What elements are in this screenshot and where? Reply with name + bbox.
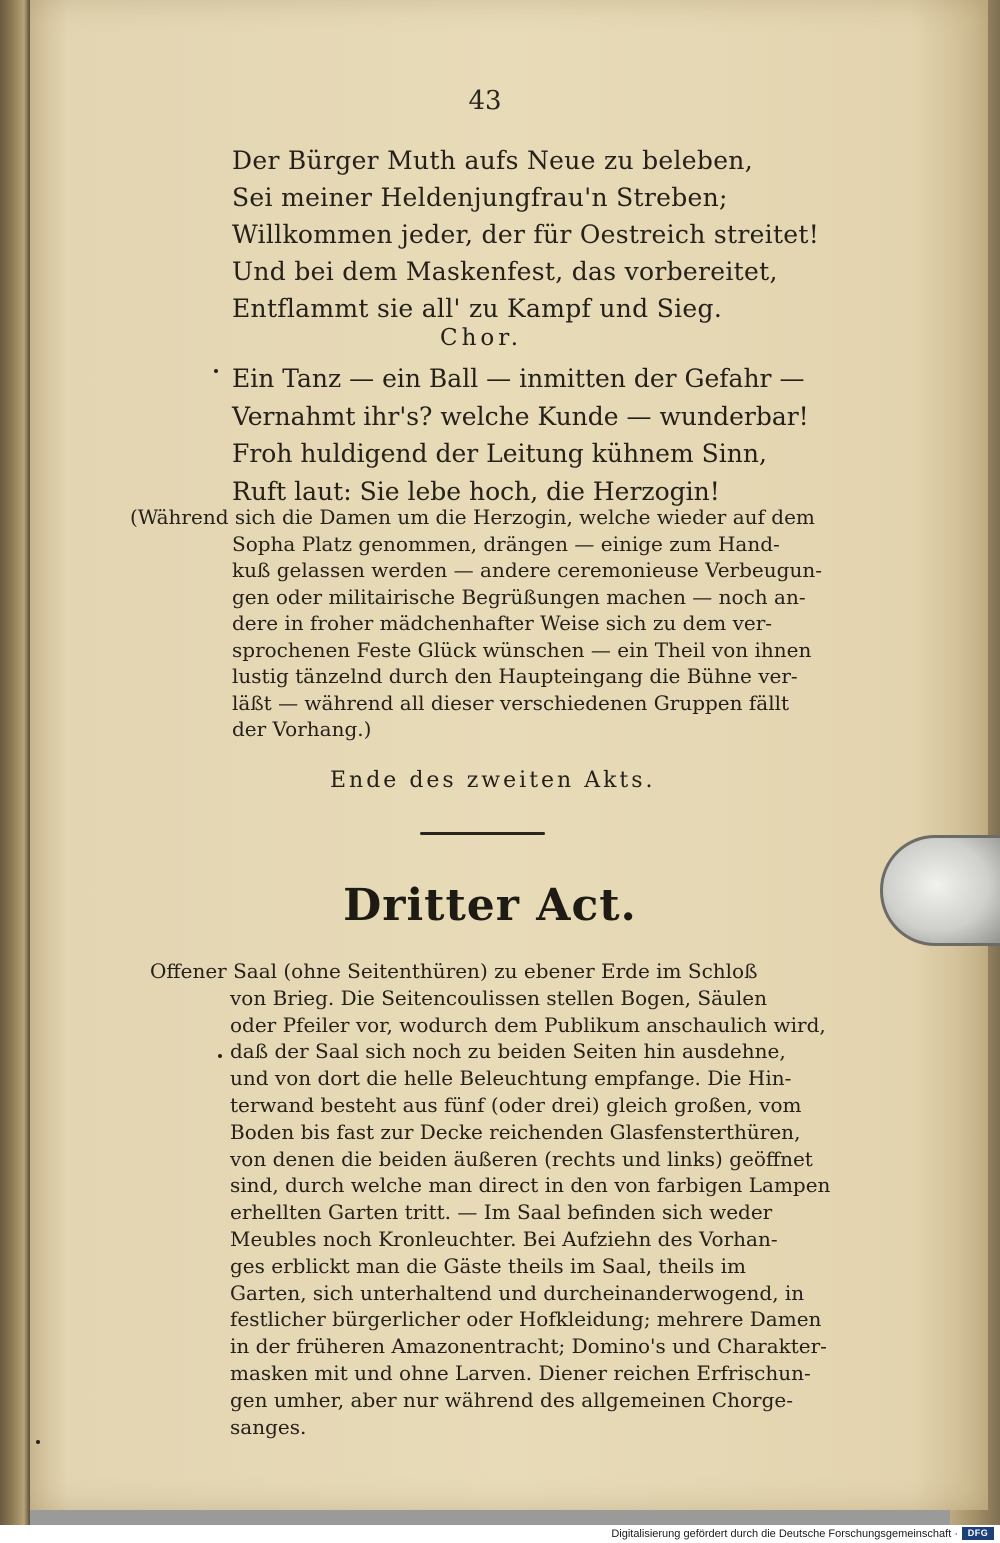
stage-line: daß der Saal sich noch zu beiden Seiten hin ausdehne, (230, 1039, 786, 1064)
verse-line: Entflammt sie all' zu Kampf und Sieg. (232, 294, 723, 323)
stage-line: masken mit und ohne Larven. Diener reichen Erfrischun- (230, 1360, 811, 1385)
margin-mark (36, 1440, 40, 1444)
page-number: 43 (468, 86, 502, 116)
act-title: Dritter Act. (343, 880, 637, 931)
stage-line: Sopha Platz genommen, drängen — einige zum Hand- (232, 531, 780, 556)
margin-mark (214, 369, 218, 373)
verse-line: Ruft laut: Sie lebe hoch, die Herzogin! (232, 476, 720, 506)
stage-line: lustig tänzelnd durch den Haupteingang die Bühne ver- (232, 664, 798, 688)
stage-line: Garten, sich unterhaltend und durcheinanderwogend, in (230, 1280, 805, 1305)
verse-line: Ein Tanz — ein Ball — inmitten der Gefahr — (232, 364, 805, 393)
footer-credit: Digitalisierung gefördert durch die Deutsche Forschungsgemeinschaft · (611, 1528, 958, 1540)
stage-line: sanges. (230, 1414, 307, 1439)
page-clip (880, 835, 1000, 946)
stage-line: und von dort die helle Beleuchtung empfange. Die Hin- (230, 1066, 792, 1091)
chorus-heading: Chor. (440, 325, 523, 351)
stage-line: (Während sich die Damen um die Herzogin, welche wieder auf dem (130, 505, 815, 529)
verse-line: Der Bürger Muth aufs Neue zu beleben, (232, 146, 753, 175)
stage-line: in der früheren Amazonentracht; Domino's und Charakter- (230, 1334, 827, 1359)
stage-line: von Brieg. Die Seitencoulissen stellen Bogen, Säulen (230, 985, 768, 1010)
stage-line: gen umher, aber nur während des allgemeinen Chorge- (230, 1387, 793, 1412)
section-divider (420, 832, 545, 835)
stage-line: von denen die beiden äußeren (rechts und links) geöffnet (230, 1146, 813, 1171)
verse-line: Froh huldigend der Leitung kühnem Sinn, (232, 439, 767, 468)
act-end-line: Ende des zweiten Akts. (330, 768, 656, 793)
verse-line: Vernahmt ihr's? welche Kunde — wunderbar! (232, 401, 809, 431)
verse-block-b (232, 360, 809, 510)
stage-line: Meubles noch Kronleuchter. Bei Aufziehn des Vorhan- (230, 1226, 778, 1251)
verse-line: Und bei dem Maskenfest, das vorbereitet, (232, 257, 778, 286)
stage-direction-2 (150, 958, 830, 1440)
dfg-logo[interactable]: DFG (962, 1527, 994, 1540)
stage-line: erhellten Garten tritt. — Im Saal befinden sich weder (230, 1200, 773, 1225)
stage-direction-1 (130, 504, 830, 743)
stage-line: der Vorhang.) (232, 717, 372, 741)
stage-line: Offener Saal (ohne Seitenthüren) zu ebener Erde im Schloß (150, 959, 758, 983)
book-binding-edge (0, 0, 30, 1525)
verse-block-a (232, 142, 819, 327)
stage-line: terwand besteht aus fünf (oder drei) gleich großen, vom (230, 1092, 802, 1117)
stage-line: oder Pfeiler vor, wodurch dem Publikum anschaulich wird, (230, 1012, 826, 1037)
stage-line: sprochenen Feste Glück wünschen — ein Theil von ihnen (232, 637, 812, 662)
stage-line: festlicher bürgerlicher oder Hofkleidung; mehrere Damen (230, 1307, 822, 1332)
stage-line: dere in froher mädchenhafter Weise sich zu dem ver- (232, 611, 773, 635)
stage-line: ges erblickt man die Gäste theils im Saal, theils im (230, 1253, 746, 1278)
stage-line: kuß gelassen werden — andere ceremonieuse Verbeugun- (232, 558, 822, 582)
verse-line: Sei meiner Heldenjungfrau'n Streben; (232, 183, 728, 212)
stage-line: gen oder militairische Begrüßungen machen — noch an- (232, 584, 806, 609)
verse-line: Willkommen jeder, der für Oestreich streitet! (232, 220, 820, 249)
stage-line: läßt — während all dieser verschiedenen Gruppen fällt (232, 690, 790, 715)
stage-line: sind, durch welche man direct in den von farbigen Lampen (230, 1173, 831, 1198)
stage-line: Boden bis fast zur Decke reichenden Glasfensterthüren, (230, 1119, 801, 1144)
